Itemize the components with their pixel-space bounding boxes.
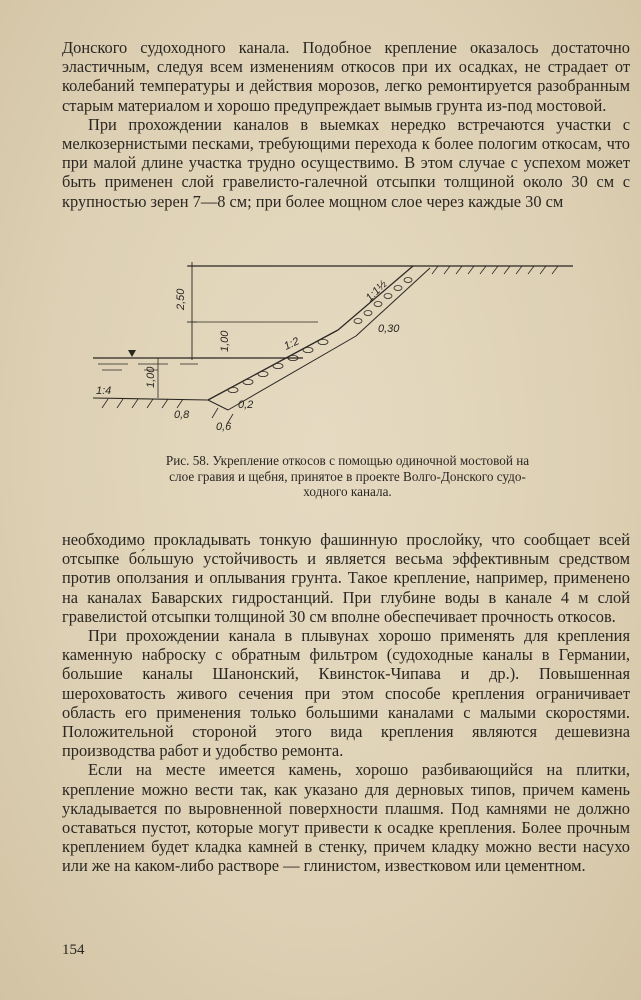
bottom-a-label: 0,6 bbox=[216, 421, 232, 433]
figure-caption bbox=[70, 453, 625, 500]
slope-mid-label: 1:2 bbox=[282, 335, 302, 353]
figure-58-slope-diagram bbox=[88, 258, 588, 438]
paragraph: необходимо прокладывать тонкую фашинную прослойку, что сообщает всей отсыпке бо́льшую устойчивость и является весьма эффективным средством против оползания и оплывания грунта. Такое крепление, например, применено на каналах Баварских гидростанций. При глубине воды в канале 4 м слой гравелистой отсыпки толщиной 30 см вполне обеспечивает прочность откосов. bbox=[62, 530, 630, 626]
bottom-c-label: 0,8 bbox=[174, 409, 190, 421]
slope-upper-label: 1:1½ bbox=[363, 278, 390, 305]
paragraph: Если на месте имеется камень, хорошо разбивающийся на плитки, крепление можно вести так, как указано для дерновых типов, причем камень укладывается по выровненной поверхности плашмя. Под камнями не должно оставаться пустот, которые могут привести к осадке крепления. Более прочным креплением будет кладка камней в стенку, причем кладку можно вести насухо или же на каком-либо растворе — глинистом, известковом или цементном. bbox=[62, 760, 630, 876]
paragraph: Донского судоходного канала. Подобное крепление оказалось достаточно эластичным, следуя всем изменениям откосов при их осадках, не страдает от колебаний температуры и действия морозов, легко ремонтируется разобранным старым материалом и хорошо предупреждает вымыв грунта из-под мостовой. bbox=[62, 38, 630, 115]
dim-water-label: 1,00 bbox=[145, 366, 157, 388]
paragraph: При прохождении канала в плывунах хорошо применять для крепления каменную наброску с обратным фильтром (судоходные каналы в Германии, большие каналы Шанонский, Квинсток-Чипава и др.). Повышенная шероховатость живого сечения при этом способе крепления ограничивает область его применения только большими каналами с малыми скоростями. Положительной стороной этого вида крепления являются дешевизна производства работ и удобство ремонта. bbox=[62, 626, 630, 761]
slope-lower-label: 1:4 bbox=[96, 385, 112, 397]
bottom-text-block bbox=[62, 530, 630, 876]
paragraph: При прохождении каналов в выемках нередко встречаются участки с мелкозернистыми песками, требующими перехода к более пологим откосам, что при малой длине участка трудно осуществимо. В этом случае с успехом может быть применен слой гравелисто-галечной отсыпки толщиной около 30 см с крупностью зерен 7—8 см; при более мощном слое через каждые 30 см bbox=[62, 114, 630, 211]
thickness-label: 0,30 bbox=[378, 323, 400, 335]
dim-top-label: 2,50 bbox=[175, 288, 187, 310]
top-text-block bbox=[62, 38, 630, 211]
page-number: 154 bbox=[62, 942, 85, 958]
caption-line: слое гравия и щебня, принятое в проекте Волго-Донского судо- bbox=[169, 468, 526, 484]
dim-mid-label: 1,00 bbox=[219, 330, 231, 352]
caption-line: Рис. 58. Укрепление откосов с помощью одиночной мостовой на bbox=[165, 453, 530, 468]
caption-line: ходного канала. bbox=[303, 484, 392, 499]
bottom-b-label: 0,2 bbox=[238, 399, 254, 411]
